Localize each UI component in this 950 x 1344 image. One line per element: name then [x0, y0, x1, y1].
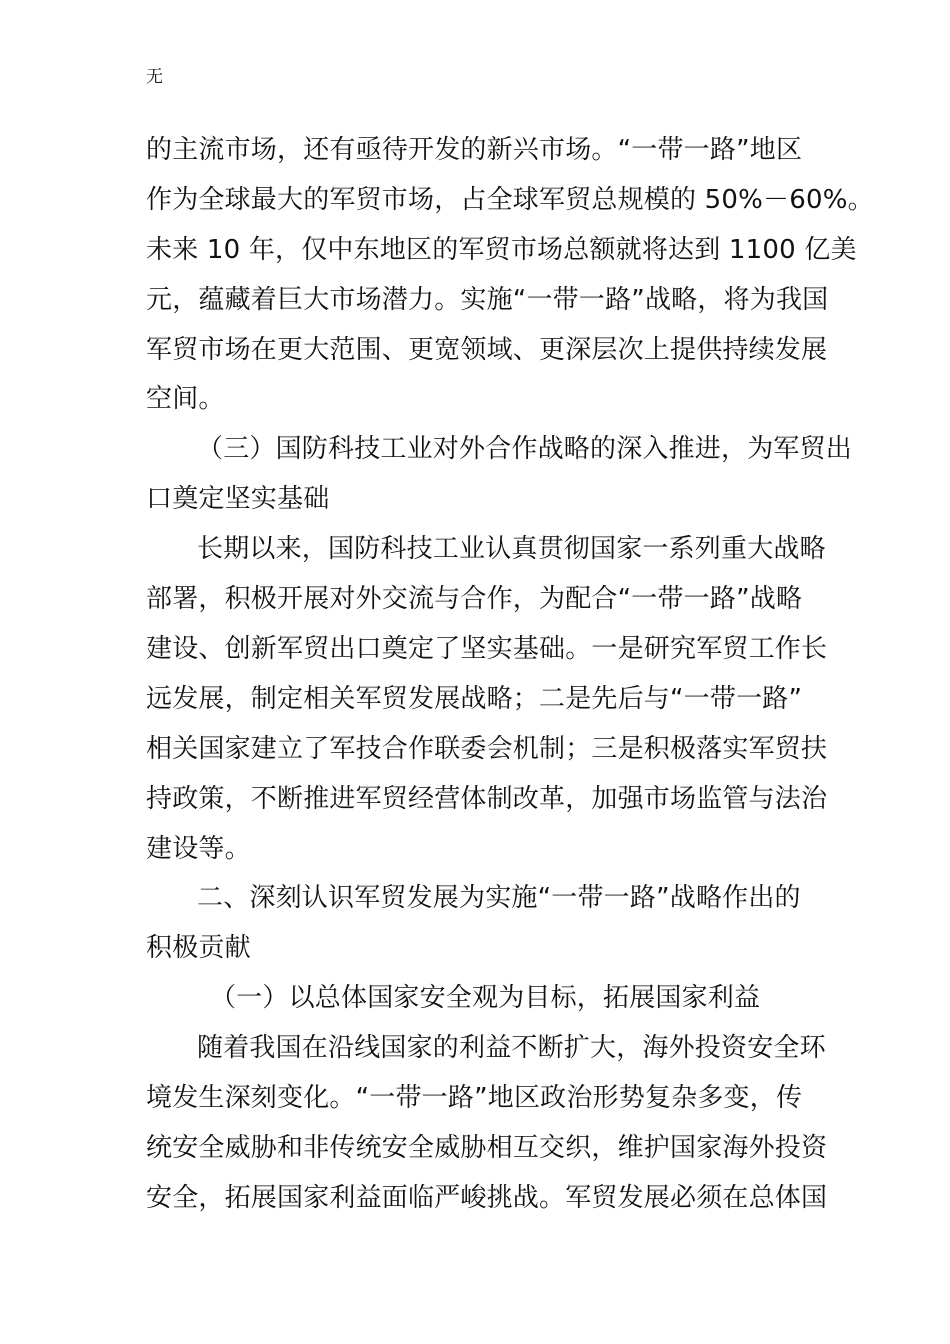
text-line: 长期以来，国防科技工业认真贯彻国家一系列重大战略 — [197, 534, 826, 564]
text-line: 建设、创新军贸出口奠定了坚实基础。一是研究军贸工作长 — [146, 634, 828, 664]
section-heading: 口奠定坚实基础 — [146, 484, 330, 514]
text-line: 的主流市场，还有亟待开发的新兴市场。“一带一路”地区 — [146, 135, 803, 165]
text-line: 作为全球最大的军贸市场，占全球军贸总规模的 50%－60%。 — [146, 185, 874, 215]
text-line: 相关国家建立了军技合作联委会机制；三是积极落实军贸扶 — [146, 734, 828, 764]
text-line: 安全，拓展国家利益面临严峻挑战。军贸发展必须在总体国 — [146, 1183, 828, 1213]
section-heading: 二、深刻认识军贸发展为实施“一带一路”战略作出的 — [197, 883, 801, 913]
text-line: 持政策，不断推进军贸经营体制改革，加强市场监管与法治 — [146, 784, 828, 814]
text-line: 军贸市场在更大范围、更宽领域、更深层次上提供持续发展 — [146, 335, 828, 365]
text-line: 随着我国在沿线国家的利益不断扩大，海外投资安全环 — [197, 1033, 826, 1063]
text-line: 建设等。 — [146, 834, 251, 864]
text-line: 元，蕴藏着巨大市场潜力。实施“一带一路”战略，将为我国 — [146, 285, 829, 315]
text-line: 部署，积极开展对外交流与合作，为配合“一带一路”战略 — [146, 584, 803, 614]
section-heading: （三）国防科技工业对外合作战略的深入推进，为军贸出 — [197, 434, 853, 464]
text-line: 统安全威胁和非传统安全威胁相互交织，维护国家海外投资 — [146, 1133, 828, 1163]
page-header: 无 — [146, 67, 163, 87]
subsection-heading: （一）以总体国家安全观为目标，拓展国家利益 — [210, 983, 761, 1013]
text-line: 未来 10 年，仅中东地区的军贸市场总额就将达到 1100 亿美 — [146, 235, 857, 265]
text-line: 境发生深刻变化。“一带一路”地区政治形势复杂多变，传 — [146, 1083, 803, 1113]
text-line: 空间。 — [146, 384, 225, 414]
text-line: 远发展，制定相关军贸发展战略；二是先后与“一带一路” — [146, 684, 803, 714]
section-heading: 积极贡献 — [146, 933, 251, 963]
